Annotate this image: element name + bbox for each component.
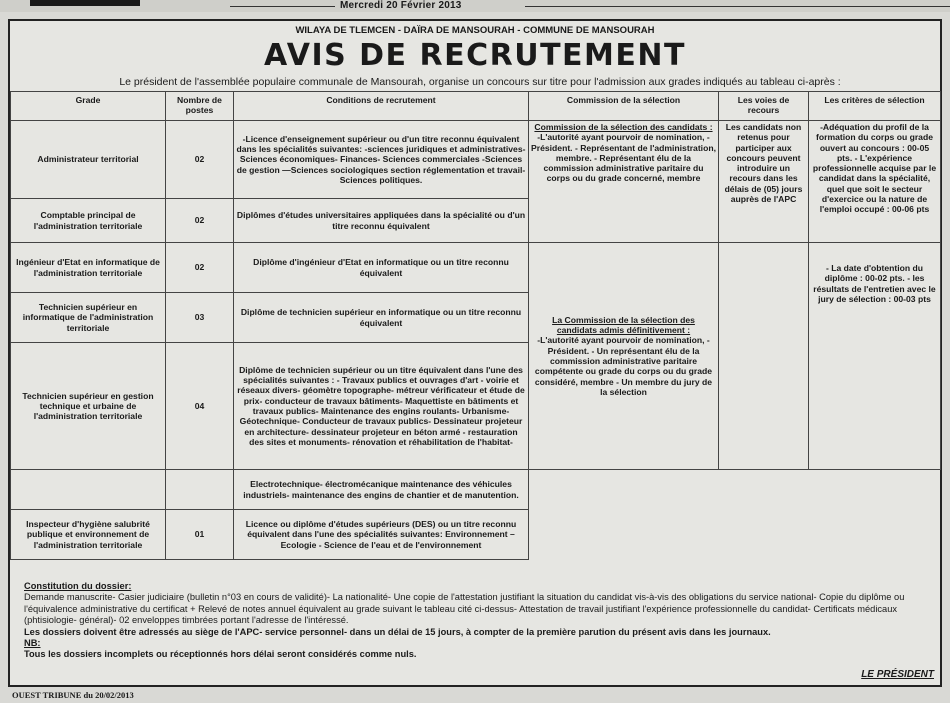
cell-grade: Technicien supérieur en gestion technique et urbaine de l'administration territoriale xyxy=(11,343,166,470)
col-header-conditions: Conditions de recrutement xyxy=(234,92,529,121)
cell-postes: 02 xyxy=(166,121,234,199)
cell-conditions-extra: Electrotechnique- électromécanique maintenance des véhicules industriels- maintenance des engins de chantier et de manutention. xyxy=(234,470,529,510)
masthead-rule-right xyxy=(525,6,950,7)
nb-text: Tous les dossiers incomplets ou réceptionnés hors délai seront considérés comme nuls. xyxy=(24,649,417,660)
cell-postes: 02 xyxy=(166,199,234,243)
cell-blank xyxy=(529,470,941,560)
masthead-bar xyxy=(30,0,140,6)
dossier-text: Demande manuscrite- Casier judiciaire (bulletin n°03 en cours de validité)- La nationalité- Une copie de l'attestation justifiant la situation du candidat vis-à-vis des obligations du service national- Copie du diplôme ou l'équivalence administrative du certificat + Relevé de notes annuel équivalent au grade suivant le tableau cité ci-dessus- Attestation de travail justifiant l'expérience professionnelle du candidat- Certificats médicaux (phtisiologie- général)- 02 enveloppes timbrées portant l'adresse de l'intéressé. xyxy=(24,592,905,626)
cell-grade: Technicien supérieur en informatique de l'administration territoriale xyxy=(11,293,166,343)
cell-recours-empty xyxy=(719,243,809,470)
nb-label: NB: xyxy=(24,638,41,649)
table-row xyxy=(11,121,941,199)
notice-intro: Le président de l'assemblée populaire communale de Mansourah, organise un concours sur titre pour l'admission aux grades indiqués au tableau ci-après : xyxy=(119,76,841,88)
cell-conditions: Diplôme d'ingénieur d'Etat en informatique ou un titre reconnu équivalent xyxy=(234,243,529,293)
col-header-commission: Commission de la sélection xyxy=(529,92,719,121)
footer-source: OUEST TRIBUNE du 20/02/2013 xyxy=(12,690,134,700)
cell-grade: Inspecteur d'hygiène salubrité publique et environnement de l'administration territoriale xyxy=(11,510,166,560)
commission-2-title: La Commission de la sélection des candidats admis définitivement : xyxy=(552,314,695,336)
col-header-grade: Grade xyxy=(11,92,166,121)
recruitment-table xyxy=(10,91,941,560)
dossier-section xyxy=(24,581,934,661)
col-header-recours: Les voies de recours xyxy=(719,92,809,121)
table-header-row xyxy=(11,92,941,121)
cell-postes: 01 xyxy=(166,510,234,560)
masthead-rule-left xyxy=(230,6,335,7)
cell-criteres-2: - La date d'obtention du diplôme : 00-02 pts. - les résultats de l'entretien avec le jury de sélection : 00-03 pts xyxy=(809,243,941,470)
signature: LE PRÉSIDENT xyxy=(861,669,934,680)
cell-postes: 02 xyxy=(166,243,234,293)
commission-2-body: -L'autorité ayant pourvoir de nomination, - Président. - Un représentant élu de la commission administrative paritaire compétente ou grade du corps ou du grade considéré, membre - Un membre du jury de la sélection xyxy=(534,335,713,397)
dossier-adresse: Les dossiers doivent être adressés au siège de l'APC- service personnel- dans un délai de 15 jours, à compter de la première parution du présent avis dans les journaux. xyxy=(24,626,771,637)
masthead-date: Mercredi 20 Février 2013 xyxy=(340,0,462,11)
cell-conditions: Diplôme de technicien supérieur ou un titre équivalent dans l'une des spécialités suivantes : - Travaux publics et ouvrages d'art - voirie et réseaux divers- géomètre topographe- métreur vérificateur et étude de prix- conducteur de travaux bâtiments- Maquettiste en bâtiments et travaux publics- Maintenance des engins roulants- Urbanisme- Géotechnique- Conducteur de travaux publics- Dessinateur projeteur en architecture- dessinateur projeteur en béton armé - restauration des sites et monuments- rénovation et réhabilitation de l'habitat- xyxy=(234,343,529,470)
cell-recours: Les candidats non retenus pour participer aux concours peuvent introduire un recours dans les délais de (05) jours auprès de l'APC xyxy=(719,121,809,243)
masthead xyxy=(0,0,950,12)
cell-criteres-1: -Adéquation du profil de la formation du corps ou grade ouvert au concours : 00-05 pts. - L'expérience professionnelle acquise par le candidat dans la spécialité, quel que soit le secteur d'exercice ou la nature de l'emploi occupé : 00-06 pts xyxy=(809,121,941,243)
cell-conditions: Licence ou diplôme d'études supérieurs (DES) ou un titre reconnu équivalent dans l'une des spécialités suivantes: Environnement – Ecologie - Science de l'eau et de l'environnement xyxy=(234,510,529,560)
cell-commission-2 xyxy=(529,243,719,470)
notice-title: AVIS DE RECRUTEMENT xyxy=(264,38,686,73)
table-row xyxy=(11,470,941,510)
recruitment-notice xyxy=(8,19,942,687)
cell-conditions: Diplômes d'études universitaires appliquées dans la spécialité ou d'un titre reconnu équivalent xyxy=(234,199,529,243)
cell-postes: 04 xyxy=(166,343,234,470)
cell-postes-empty xyxy=(166,470,234,510)
cell-conditions: Diplôme de technicien supérieur en informatique ou un titre reconnu équivalent xyxy=(234,293,529,343)
cell-grade-empty xyxy=(11,470,166,510)
cell-grade: Administrateur territorial xyxy=(11,121,166,199)
cell-grade: Comptable principal de l'administration territoriale xyxy=(11,199,166,243)
cell-commission-1 xyxy=(529,121,719,243)
commission-1-title: Commission de la sélection des candidats : xyxy=(534,122,713,132)
cell-postes: 03 xyxy=(166,293,234,343)
col-header-criteres: Les critères de sélection xyxy=(809,92,941,121)
commission-1-body: -L'autorité ayant pourvoir de nomination, - Président. - Représentant de l'administration, membre. - Représentant élu de la commission administrative paritaire du corps ou du grade concerné, membre xyxy=(531,132,716,184)
cell-grade: Ingénieur d'Etat en informatique de l'administration territoriale xyxy=(11,243,166,293)
dossier-label: Constitution du dossier: xyxy=(24,581,132,591)
table-row xyxy=(11,243,941,293)
wilaya-header: WILAYA DE TLEMCEN - DAÏRA DE MANSOURAH - COMMUNE DE MANSOURAH xyxy=(295,25,655,36)
col-header-postes: Nombre de postes xyxy=(166,92,234,121)
cell-conditions: -Licence d'enseignement supérieur ou d'un titre reconnu équivalent dans les spécialités suivantes: -sciences juridiques et administratives- Sciences économiques- Finances- Sciences commerciales -Sciences de gestion —Sciences sociologiques section réglementation et travail- Sciences politiques. xyxy=(234,121,529,199)
